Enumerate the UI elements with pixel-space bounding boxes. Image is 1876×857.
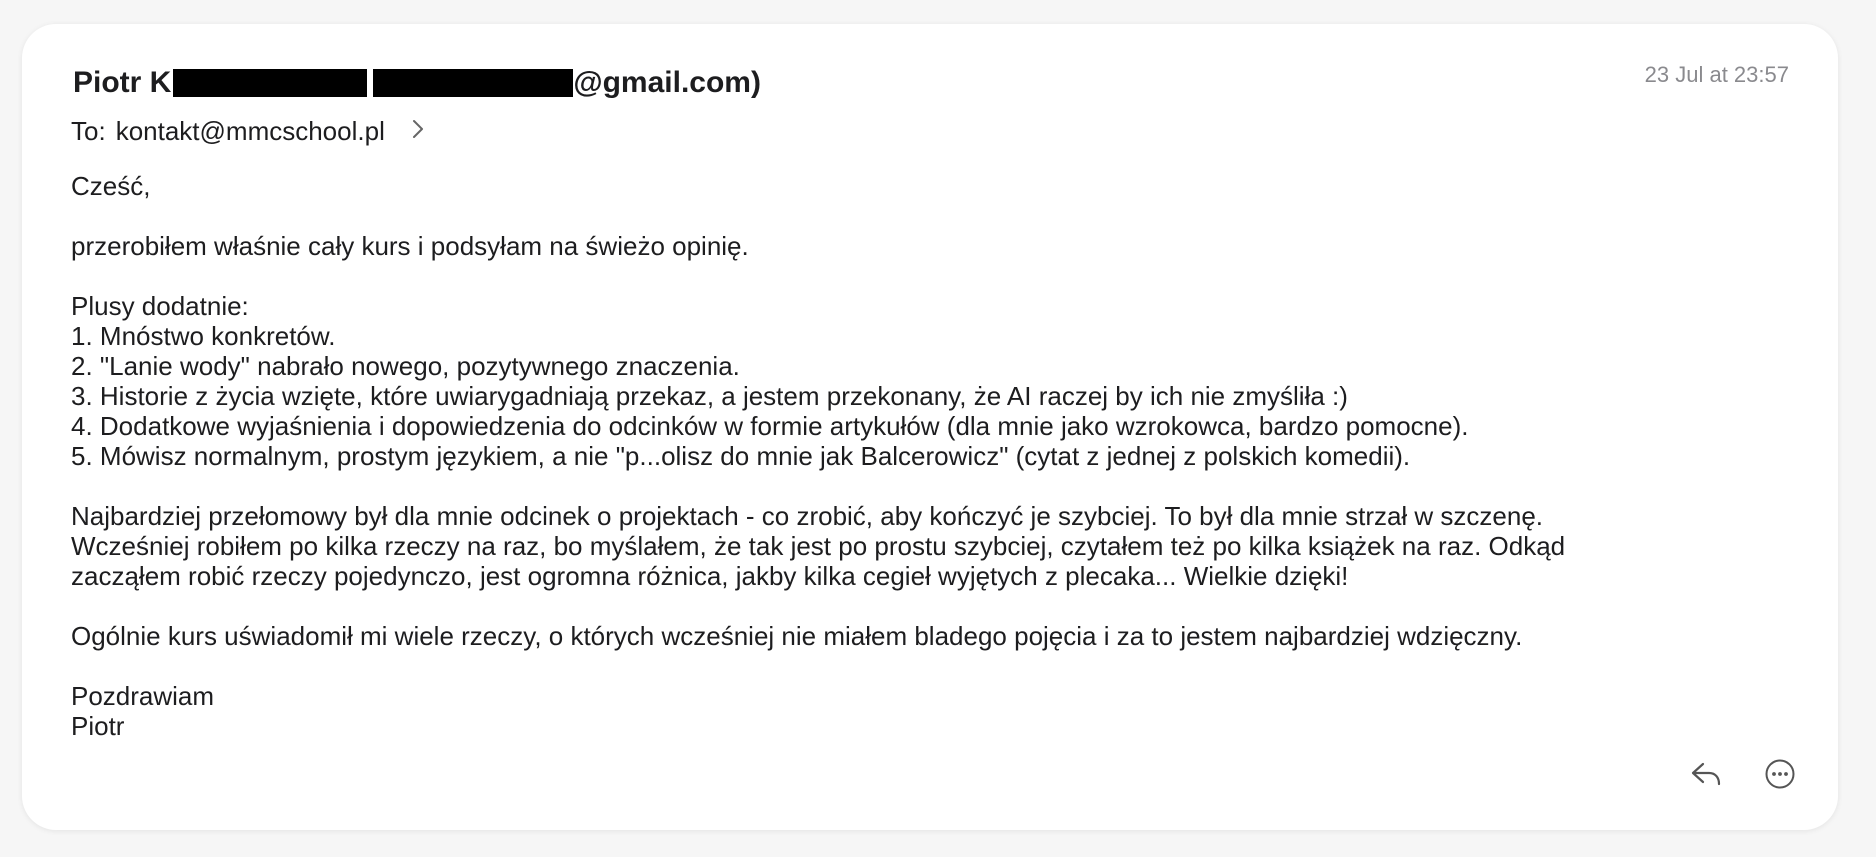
sender-suffix: @gmail.com) [573,66,761,99]
paragraph-line: zacząłem robić rzeczy pojedynczo, jest ogromna różnica, jakby kilka cegieł wyjętych z plecaka... Wielkie dzięki! [71,561,1349,591]
signature: Piotr [71,711,125,741]
more-icon[interactable] [1762,756,1798,792]
email-card [22,24,1838,830]
email-actions [1650,756,1798,792]
paragraph-line: Najbardziej przełomowy był dla mnie odcinek o projektach - co zrobić, aby kończyć je szybciej. To był dla mnie strzał w szczenę. [71,501,1544,531]
pros-item: 3. Historie z życia wzięte, które uwiarygadniają przekaz, a jestem przekonany, że AI raczej by ich nie zmyśliła :) [71,381,1348,411]
email-body [71,171,1811,771]
redaction-bar [373,69,573,97]
paragraph-line: Wcześniej robiłem po kilka rzeczy na raz, bo myślałem, że tak jest po prostu szybciej, czytałem też po kilka książek na raz. Odkąd [71,531,1566,561]
to-label: To: [71,116,106,146]
redaction-bar [173,69,367,97]
sender-prefix: Piotr K [73,66,172,99]
main-paragraph [71,501,1811,591]
timestamp: 23 Jul at 23:57 [1644,62,1789,87]
signoff-block [71,681,1811,741]
greeting: Cześć, [71,171,151,201]
pros-item: 4. Dodatkowe wyjaśnienia i dopowiedzenia do odcinków w formie artykułów (dla mnie jako wzrokowca, bardzo pomocne). [71,411,1469,441]
signoff: Pozdrawiam [71,681,215,711]
pros-item: 1. Mnóstwo konkretów. [71,321,336,351]
intro-paragraph: przerobiłem właśnie cały kurs i podsyłam na świeżo opinię. [71,231,749,261]
reply-icon[interactable] [1688,756,1724,792]
pros-item: 2. "Lanie wody" nabrało nowego, pozytywnego znaczenia. [71,351,740,381]
chevron-right-icon[interactable] [411,116,425,147]
pros-section [71,291,1811,471]
pros-heading: Plusy dodatnie: [71,291,249,321]
summary-paragraph: Ogólnie kurs uświadomił mi wiele rzeczy, o których wcześniej nie miałem bladego pojęcia i za to jestem najbardziej wdzięczny. [71,621,1523,651]
recipient-row[interactable] [71,116,425,147]
pros-item: 5. Mówisz normalnym, prostym językiem, a nie "p...olisz do mnie jak Balcerowicz" (cytat z jednej z polskich komedii). [71,441,1411,471]
sender-name[interactable] [73,66,761,100]
recipient-address[interactable]: kontakt@mmcschool.pl [115,116,385,146]
